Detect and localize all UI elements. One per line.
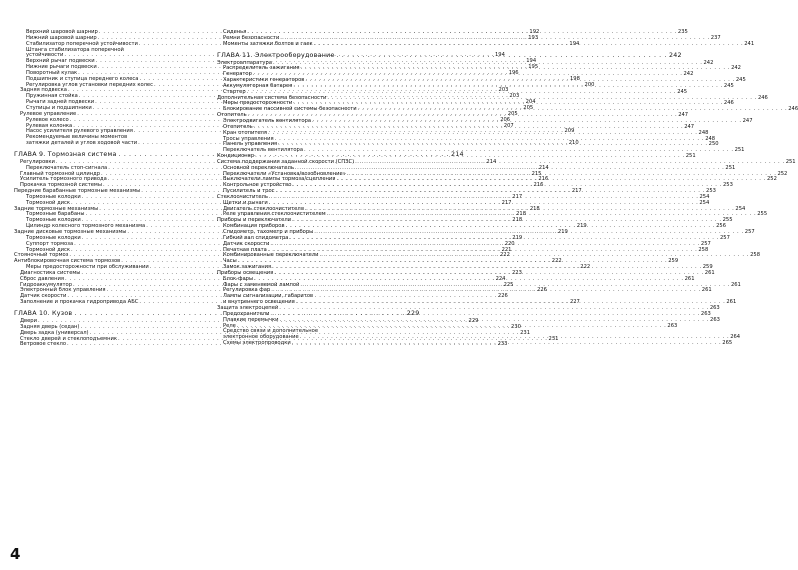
toc-entry-title: Предохранители xyxy=(223,310,270,317)
toc-entry-title: Рулевое управление xyxy=(20,110,77,117)
toc-entry-title: Выключатели лампы тормоза/сцепления xyxy=(223,176,336,183)
page-ref: 218 xyxy=(516,211,526,218)
toc-entry-title: Меры предосторожности при обслуживании xyxy=(26,264,149,271)
chapter-title: ГЛАВА 11. Электрооборудование xyxy=(217,51,335,59)
page-ref: 219 xyxy=(557,229,568,235)
toc-entry-title: Цилиндр колесного тормозного механизма xyxy=(26,223,146,230)
page-ref: 263 xyxy=(710,316,720,323)
page-ref: 256 xyxy=(716,223,727,230)
page-ref: 198 xyxy=(570,75,580,82)
dot-leader xyxy=(337,52,667,59)
page-ref: 229 xyxy=(468,317,479,324)
page-ref: 258 xyxy=(698,246,709,253)
toc-entry-title: Штанга стабилизатора поперечной xyxy=(26,46,124,53)
toc-entry-title: Двери xyxy=(20,317,37,324)
toc-entry-title: Распределитель зажигания xyxy=(223,65,300,72)
toc-entry-title: Заполнение и прокачка гидропривода АБС xyxy=(20,299,139,306)
toc-entry-title: Печатная плата xyxy=(223,246,267,253)
page-ref: 247 xyxy=(742,117,753,124)
page-ref: 205 xyxy=(507,110,518,117)
page-ref: 221 xyxy=(501,246,512,253)
toc-entry-title: Приборы освещения xyxy=(217,269,274,276)
page-ref: 258 xyxy=(750,252,761,259)
page-ref: 255 xyxy=(722,217,733,224)
toc-entry-title: Часы xyxy=(223,258,237,265)
page-ref: 196 xyxy=(508,69,519,76)
toc-entry-title: Задние тормозные механизмы xyxy=(14,205,99,212)
toc-entry-title: Аккумуляторная батарея xyxy=(223,82,293,89)
toc-entry-title: Стеклоочиститель xyxy=(217,193,268,200)
page-ref: 235 xyxy=(677,29,688,35)
toc-entry-title: Верхний рычаг подвески xyxy=(26,58,95,65)
page-ref: 247 xyxy=(684,123,695,130)
chapter-title: ГЛАВА 9. Тормозная система xyxy=(14,150,117,158)
page-ref: 251 xyxy=(785,158,796,165)
dot-leader xyxy=(271,288,701,294)
toc-entry-title: Кондиционер xyxy=(217,153,255,160)
page-ref: 253 xyxy=(706,188,716,195)
toc-entry-title: Тормозные барабаны xyxy=(26,211,85,218)
toc-entry-title: Ремни безопасности xyxy=(223,34,280,41)
toc-entry-title: Регулировка фар xyxy=(223,287,271,294)
toc-entry-title: Гидроаккумулятор xyxy=(20,281,73,288)
toc-entry-title: Нижний шаровой шарнир xyxy=(26,34,97,41)
page-ref: 194 xyxy=(526,58,537,65)
toc-entry-title: Основной переключатель xyxy=(223,164,294,171)
page-ref: 251 xyxy=(725,164,736,171)
page-ref: 223 xyxy=(511,269,522,276)
toc-entry-title: Кран отопителя xyxy=(223,129,267,136)
toc-entry-title: Рычаги задней подвески xyxy=(26,99,95,106)
toc-entry-title: Тормозные колодки xyxy=(26,234,81,241)
page-ref: 222 xyxy=(551,258,562,265)
toc-entry-title: Лампы сигнализации, габаритов xyxy=(223,293,314,300)
page-ref: 218 xyxy=(529,205,540,212)
dot-leader xyxy=(314,42,744,48)
page-ref: 224 xyxy=(495,275,506,282)
toc-entry-title: Приборы и переключатели xyxy=(217,217,292,224)
page-ref: 203 xyxy=(509,93,520,100)
page-ref: 206 xyxy=(500,116,511,123)
toc-entry-title: Замок зажигания xyxy=(223,264,272,271)
page-ref: 242 xyxy=(683,71,694,78)
toc-entry-title: Рулевое колесо xyxy=(26,116,69,123)
toc-entry-title: Стартер xyxy=(223,88,246,95)
page-ref: 218 xyxy=(512,217,523,224)
page-ref: 194 xyxy=(494,52,505,59)
toc-entry-title: Датчик скорости xyxy=(20,293,67,300)
page-ref: 222 xyxy=(499,252,510,259)
toc-entry-title: Фары с заменяемой лампой xyxy=(223,281,300,288)
toc-entry-title: Передние барабанные тормозные механизмы xyxy=(14,188,141,195)
toc-entry-title: Меры предосторожности xyxy=(223,100,293,107)
page-ref: 222 xyxy=(580,264,591,271)
toc-entry-title: Панель управления xyxy=(223,141,278,148)
page-ref: 193 xyxy=(528,34,539,41)
page-ref: 204 xyxy=(525,99,536,106)
toc-entry-title: Прокачка тормозной системы xyxy=(20,182,102,189)
toc-entry-title: Моменты затяжки болтов и гаек xyxy=(223,40,313,47)
toc-entry-title: Переключатель вентилятора xyxy=(223,147,304,154)
toc-entry-title: Сиденья xyxy=(223,29,247,35)
toc-entry-title: Схемы электропроводки xyxy=(223,340,291,347)
toc-entry-title: Блок-фары xyxy=(223,275,254,282)
page-ref: 203 xyxy=(498,87,509,94)
toc-entry-title: Электроаппаратура xyxy=(217,59,272,66)
page-ref: 255 xyxy=(757,211,768,218)
toc-entry-title: Пружинная стойка xyxy=(26,93,78,100)
page-ref: 261 xyxy=(704,269,715,276)
dot-leader xyxy=(292,341,722,347)
toc-entry-title: Регулировка углов установки передних колес xyxy=(26,81,153,88)
page-ref: 217 xyxy=(501,199,512,206)
page-ref: 226 xyxy=(497,293,508,300)
page-ref: 263 xyxy=(667,322,678,329)
toc-entry-title: Характеристики генераторов xyxy=(223,77,305,84)
page-ref: 225 xyxy=(503,281,514,288)
page-ref: 261 xyxy=(730,281,741,288)
page-ref: 257 xyxy=(720,234,730,241)
toc-entry-title: Насос усилителя рулевого управления xyxy=(26,128,133,135)
page-ref: 248 xyxy=(698,129,709,136)
page-ref: 216 xyxy=(533,182,544,189)
toc-entry-title: Стекло дверей и стеклоподъемник xyxy=(20,335,117,342)
toc-entry-title: Тормозной диск xyxy=(26,199,71,206)
page-ref: 261 xyxy=(684,275,695,282)
toc-entry-title: Нижние рычаги подвески xyxy=(26,64,97,71)
toc-entry-title: Ветровое стекло xyxy=(20,341,66,348)
toc-entry-title: Двигатель стеклоочистителя xyxy=(223,205,304,212)
page-ref: 265 xyxy=(722,340,733,347)
toc-entry-title: Переключатели «Установка/возобновление» xyxy=(223,170,346,177)
page-ref: 254 xyxy=(699,199,710,206)
toc-entry-title: Верхний шаровой шарнир xyxy=(26,29,98,35)
toc-entry-title: Рулевая колонка xyxy=(26,122,73,129)
page-ref: 194 xyxy=(569,40,580,47)
toc-entry-title: Рекомендуемые величины моментов xyxy=(26,134,128,141)
page-ref: 214 xyxy=(451,150,464,158)
page-ref: 245 xyxy=(735,77,746,84)
page-ref: 192 xyxy=(529,29,540,35)
toc-entry-title: Электронный блок управления xyxy=(20,287,106,294)
toc-entry-title: Защита электроцепей xyxy=(217,304,279,311)
toc-entry-title: Задняя подвеска xyxy=(20,87,67,94)
toc-entry-title: Реле xyxy=(223,322,236,329)
toc-entry-title: Дверь задка (универсал) xyxy=(20,329,89,336)
toc-entry-title: Дополнительная система безопасности xyxy=(217,94,327,101)
toc-entry-title: Диагностика системы xyxy=(20,269,81,276)
toc-entry-title: и внутреннего освещения xyxy=(223,299,295,306)
toc-entry-title: Отопитель xyxy=(217,112,247,119)
page-ref: 226 xyxy=(537,287,547,294)
toc-entry-title: Главный тормозной цилиндр xyxy=(20,170,101,177)
toc-entry-title: Датчик скорости xyxy=(223,240,270,247)
page-ref: 217 xyxy=(571,188,582,195)
page-ref: 250 xyxy=(708,141,719,148)
toc-entry-title: Генератор xyxy=(223,71,252,78)
toc-entry-title: Блокирование пассивной системы безопасности xyxy=(223,106,357,113)
page-ref: 219 xyxy=(576,223,587,230)
toc-entry-title: Гибкий вал спидометра xyxy=(223,234,289,241)
chapter-title: ГЛАВА 10. Кузов xyxy=(14,309,73,317)
page-ref: 216 xyxy=(538,176,549,183)
page-ref: 251 xyxy=(685,153,696,160)
page-ref: 231 xyxy=(520,329,531,336)
toc-entry-title: Подшипник и ступица переднего колеса xyxy=(26,75,139,82)
toc-entry-title: Задние дисковые тормозные механизмы xyxy=(14,229,127,235)
page-ref: 233 xyxy=(497,341,508,348)
page-ref: 246 xyxy=(723,100,734,107)
page-ref: 253 xyxy=(722,182,733,189)
toc-entry-title: Плавкие перемычки xyxy=(223,316,279,323)
page-ref: 209 xyxy=(564,128,575,135)
toc-entry-title: затяжки деталей и углов ходовой части xyxy=(26,140,138,147)
toc-entry-title: Сброс давления xyxy=(20,275,65,282)
toc-entry-title: Пусилитель и трос xyxy=(223,188,275,195)
page-ref: 252 xyxy=(767,176,777,183)
page-ref: 257 xyxy=(744,229,755,235)
toc-entry-title: устойчивости xyxy=(26,52,64,59)
toc-entry-title: Регулировки xyxy=(20,158,55,165)
page-ref: 246 xyxy=(788,106,798,113)
page-ref: 220 xyxy=(504,240,515,247)
page-ref: 227 xyxy=(569,299,580,306)
page-ref: 257 xyxy=(700,240,711,247)
page-ref: 214 xyxy=(486,158,497,165)
toc-entry-title: Антиблокировочная система тормозов xyxy=(14,258,121,265)
toc-entry-title: Система поддержания заданной скорости (СПЗС) xyxy=(217,158,355,165)
toc-entry-title: Электродвигатель вентилятора xyxy=(223,117,312,124)
page-ref: 248 xyxy=(705,135,716,142)
page-ref: 252 xyxy=(777,170,788,177)
page-ref: 241 xyxy=(744,40,755,47)
page-ref: 261 xyxy=(726,299,737,306)
page-ref: 246 xyxy=(757,94,768,101)
page-ref: 229 xyxy=(406,309,420,317)
page-ref: 247 xyxy=(678,112,689,119)
toc-entry-title: Стояночный тормоз xyxy=(14,252,69,259)
page-ref: 259 xyxy=(668,258,679,265)
page-ref: 200 xyxy=(584,81,595,88)
toc-entry-title: Поворотный кулак xyxy=(26,69,78,76)
toc-entry-title: Комбинированные переключатели xyxy=(223,252,319,259)
toc-entry-title: Тормозной диск xyxy=(26,246,71,253)
page-ref: 261 xyxy=(701,287,712,294)
toc-entry-title: Суппорт тормоза xyxy=(26,240,74,247)
toc-entry-title: Переключатель стоп-сигнала xyxy=(26,164,108,171)
page-ref: 263 xyxy=(700,310,711,317)
page-ref: 242 xyxy=(703,59,714,66)
page-ref: 215 xyxy=(531,170,542,177)
toc-entry-title: электронное оборудование xyxy=(223,334,299,341)
page-ref: 231 xyxy=(548,335,559,342)
page-number: 4 xyxy=(10,545,21,563)
toc-entry-title: Щетки и рычаги xyxy=(223,199,268,206)
page-ref: 195 xyxy=(528,64,539,71)
page-ref: 245 xyxy=(677,88,688,95)
toc-entry-title: Тормозные колодки xyxy=(26,193,81,200)
toc-entry-title: Отопитель xyxy=(223,123,253,130)
toc-entry-title: Тормозные колодки xyxy=(26,217,81,224)
page-ref: 245 xyxy=(723,82,734,89)
page-ref: 251 xyxy=(734,147,745,154)
toc-entry-title: Спидометр, тахометр и приборы xyxy=(223,229,314,235)
page-ref: 242 xyxy=(731,65,741,72)
toc-entry-title: Контрольное устройство xyxy=(223,182,292,189)
page-ref: 205 xyxy=(523,104,534,111)
toc-entry-title: Средство связи и дополнительное xyxy=(223,328,319,335)
page-ref: 237 xyxy=(710,34,721,41)
page-ref: 214 xyxy=(538,164,549,171)
page-ref: 259 xyxy=(702,264,713,271)
page-ref: 207 xyxy=(503,122,514,129)
page-ref: 254 xyxy=(699,193,710,200)
page-ref: 219 xyxy=(512,234,523,241)
page-ref: 263 xyxy=(709,304,720,311)
page-ref: 230 xyxy=(511,323,521,330)
toc-entry-title: Реле управления стеклоочистителем xyxy=(223,211,326,218)
toc-entry-title: Тросы управления xyxy=(223,135,274,142)
page-ref: 242 xyxy=(668,51,682,59)
toc-entry-title: Ступицы и подшипники xyxy=(26,104,92,111)
toc-entry-title: Стабилизатор поперечной устойчивости xyxy=(26,40,138,47)
toc-entry-title: Комбинация приборов xyxy=(223,223,285,230)
toc-entry-title: Задняя дверь (седан) xyxy=(20,323,80,330)
page-ref: 210 xyxy=(568,140,579,147)
toc-entry-title: Усилитель тормозного привода xyxy=(20,176,107,183)
page-ref: 217 xyxy=(512,193,523,200)
page-ref: 264 xyxy=(730,334,741,341)
page-ref: 254 xyxy=(735,205,746,212)
